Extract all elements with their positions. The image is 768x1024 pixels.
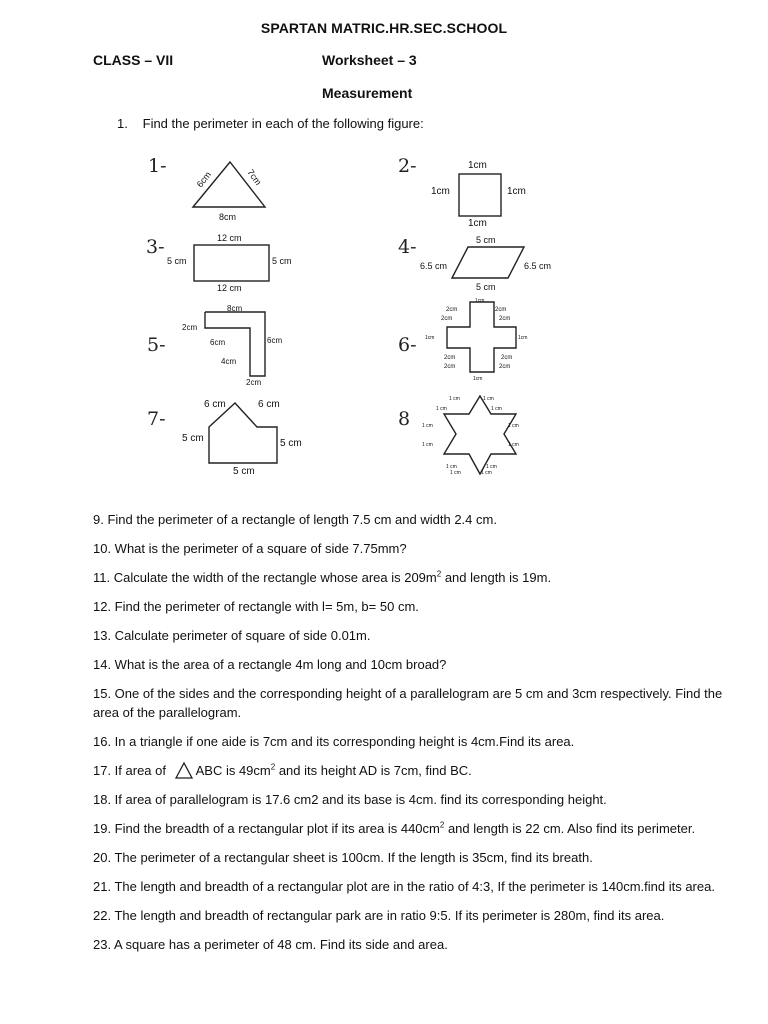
question-19-text-b: and length is 22 cm. Also find its perimeter. (444, 821, 696, 836)
figure-5-right-label: 6cm (267, 336, 283, 345)
question-21 (93, 877, 733, 896)
l-shape (178, 304, 298, 388)
figure-2-bottom-label: 1cm (468, 218, 487, 229)
figure-2-left-label: 1cm (431, 186, 450, 197)
question-9-text: 9. Find the perimeter of a rectangle of length 7.5 cm and width 2.4 cm. (93, 512, 497, 527)
figure-5-left-label: 2cm (182, 323, 198, 332)
question-21-text: 21. The length and breadth of a rectangular plot are in the ratio of 4:3, If the perimeter is 140cm.find its area. (93, 879, 715, 894)
figure-1-left-label: 6cm (194, 169, 214, 190)
figure-6-label-left: 1cm (425, 335, 435, 341)
question-15-text: 15. One of the sides and the corresponding height of a parallelogram are 5 cm and 3cm respectively. Find the area of the parallelogram. (93, 686, 723, 720)
figure-8-edge-label-12: 1 cm (481, 470, 492, 476)
figure-2-top-label: 1cm (468, 160, 487, 171)
triangle-shape (185, 150, 295, 230)
figure-5-top-label: 8cm (227, 304, 243, 313)
figure-3-bottom-label: 12 cm (217, 283, 242, 293)
question-13 (93, 626, 733, 645)
figure-6-label-b: 2cm (441, 316, 453, 322)
house-shape (178, 392, 318, 482)
question-17 (93, 761, 733, 780)
question-17-text-b: and its height AD is 7cm, find BC. (275, 763, 472, 778)
question-15 (93, 684, 733, 722)
figure-1-triangle (185, 150, 295, 235)
question-11-text-a: 11. Calculate the width of the rectangle whose area is 209m (93, 570, 437, 585)
figure-6-label-top: 1cm (475, 298, 485, 304)
question-19-text-a: 19. Find the breadth of a rectangular plot if its area is 440cm (93, 821, 440, 836)
figure-5-inner-top-label: 6cm (210, 338, 226, 347)
question-17-text-a: 17. If area of (93, 763, 170, 778)
figure-5-l-shape (178, 304, 298, 393)
figure-7-roof-right-label: 6 cm (258, 399, 280, 410)
figure-8-edge-label-5: 1 cm (422, 423, 433, 429)
question-12-text: 12. Find the perimeter of rectangle with l= 5m, b= 50 cm. (93, 599, 419, 614)
figure-6-label-h: 2cm (499, 364, 511, 370)
subject-title: Measurement (322, 85, 413, 101)
figure-3-left-label: 5 cm (167, 256, 187, 266)
question-20 (93, 848, 733, 867)
figure-4-bottom-label: 5 cm (476, 282, 496, 292)
question-14 (93, 655, 733, 674)
figure-4-left-label: 6.5 cm (420, 261, 448, 271)
figure-6-label-e: 2cm (444, 355, 456, 361)
figure-7-number: 7- (147, 408, 166, 430)
figure-7-house (178, 392, 318, 487)
figure-4-right-label: 6.5 cm (524, 261, 552, 271)
question-18 (93, 790, 733, 809)
star-shape (420, 390, 540, 480)
figure-4-parallelogram (418, 232, 578, 301)
figure-1-number: 1- (148, 155, 167, 177)
figure-8-edge-label-10: 1 cm (486, 464, 497, 470)
question-17-text-tri: ABC is 49cm (195, 763, 271, 778)
figure-7-left-label: 5 cm (182, 433, 204, 444)
figure-8-edge-label: 1 cm (449, 396, 460, 402)
figure-8-edge-label-9: 1 cm (446, 464, 457, 470)
question-list (93, 510, 733, 964)
figure-1-right-label: 7cm (245, 167, 264, 188)
figure-4-top-label: 5 cm (476, 235, 496, 245)
question-11 (93, 568, 733, 587)
question-19-superscript: 2 (439, 820, 445, 830)
figure-6-label-a: 2cm (446, 307, 458, 313)
triangle-icon (174, 761, 194, 779)
figure-2-number: 2- (398, 155, 417, 177)
question-23 (93, 935, 733, 954)
figure-8-number: 8 (398, 408, 411, 430)
figure-4-number: 4- (398, 236, 417, 258)
figure-8-edge-label-11: 1 cm (450, 470, 461, 476)
question-10 (93, 539, 733, 558)
figure-8-edge-label-8: 1 cm (508, 442, 519, 448)
figure-6-label-c: 2cm (495, 307, 507, 313)
figure-2-right-label: 1cm (507, 186, 526, 197)
figure-6-label-bottom: 1cm (473, 376, 483, 382)
figure-6-label-f: 2cm (444, 364, 456, 370)
figure-7-base-label: 5 cm (233, 466, 255, 477)
question-1-text: Find the perimeter in each of the following figure: (142, 116, 424, 131)
figure-7-right-label: 5 cm (280, 438, 302, 449)
question-16 (93, 732, 733, 751)
question-13-text: 13. Calculate perimeter of square of side 0.01m. (93, 628, 371, 643)
figure-5-number: 5- (147, 334, 166, 356)
question-11-text-b: and length is 19m. (441, 570, 552, 585)
figure-3-top-label: 12 cm (217, 233, 242, 243)
figure-3-rectangle (165, 230, 305, 299)
question-1-number: 1. (117, 116, 128, 131)
question-9 (93, 510, 733, 529)
class-label: CLASS – VII (93, 52, 174, 68)
question-1 (117, 116, 424, 131)
question-10-text: 10. What is the perimeter of a square of side 7.75mm? (93, 541, 407, 556)
question-14-text: 14. What is the area of a rectangle 4m long and 10cm broad? (93, 657, 447, 672)
square-shape (425, 156, 565, 231)
figure-6-label-right: 1cm (518, 335, 528, 341)
figure-6-label-d: 2cm (499, 316, 511, 322)
figure-6-number: 6- (398, 334, 417, 356)
figure-3-number: 3- (146, 236, 165, 258)
worksheet-title: Worksheet – 3 (322, 52, 417, 68)
rectangle-shape (165, 230, 305, 294)
question-12 (93, 597, 733, 616)
figure-8-edge-label-6: 1 cm (508, 423, 519, 429)
question-18-text: 18. If area of parallelogram is 17.6 cm2 and its base is 4cm. find its corresponding height. (93, 792, 607, 807)
figure-5-bottom-label: 2cm (246, 378, 262, 387)
question-19 (93, 819, 733, 838)
question-20-text: 20. The perimeter of a rectangular sheet is 100cm. If the length is 35cm, find its breath. (93, 850, 593, 865)
figure-7-roof-left-label: 6 cm (204, 399, 226, 410)
figure-8-star (420, 390, 540, 485)
figure-8-edge-label-7: 1 cm (422, 442, 433, 448)
question-22 (93, 906, 733, 925)
parallelogram-shape (418, 232, 578, 296)
figure-8-edge-label-3: 1 cm (483, 396, 494, 402)
figure-6-cross (420, 296, 550, 389)
figure-5-inner-vert-label: 4cm (221, 357, 237, 366)
figure-8-edge-label-4: 1 cm (491, 406, 502, 412)
question-17-superscript: 2 (270, 762, 276, 772)
question-23-text: 23. A square has a perimeter of 48 cm. Find its side and area. (93, 937, 448, 952)
figure-6-label-g: 2cm (501, 355, 513, 361)
question-11-superscript: 2 (436, 569, 442, 579)
school-name: SPARTAN MATRIC.HR.SEC.SCHOOL (260, 20, 508, 36)
question-16-text: 16. In a triangle if one aide is 7cm and its corresponding height is 4cm.Find its area. (93, 734, 575, 749)
figure-1-base-label: 8cm (219, 212, 237, 222)
cross-shape (420, 296, 550, 384)
question-22-text: 22. The length and breadth of rectangular park are in ratio 9:5. If its perimeter is 280m, find its area. (93, 908, 665, 923)
figure-2-square (425, 156, 565, 236)
figure-8-edge-label-2: 1 cm (436, 406, 447, 412)
figure-3-right-label: 5 cm (272, 256, 292, 266)
